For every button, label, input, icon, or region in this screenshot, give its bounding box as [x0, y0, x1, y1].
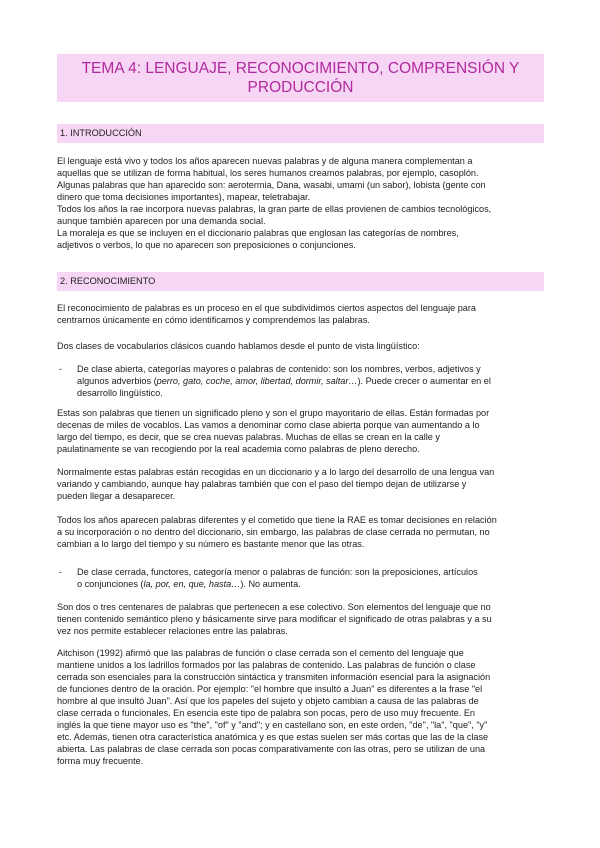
text-line: de funciones dentro de la oración. Por ejemplo: "el hombre que insultó a Juan" es diferentes a la frase "el [57, 684, 483, 694]
text-line: Algunas palabras que han aparecido son: aerotermia, Dana, wasabi, umami (un sabor), lobista (gente con [57, 180, 486, 190]
reconocimiento-paragraph-2 [57, 340, 545, 352]
reconocimiento-paragraph-3 [57, 407, 545, 455]
text-line: etc. Además, tienen otra característica anatómica y es que estas suelen ser más cortas que las de la clase [57, 732, 489, 742]
text-line: Estas son palabras que tienen un significado pleno y son el grupo mayoritario de ellas. Están formadas por [57, 408, 490, 418]
bullet-dash: - [59, 364, 63, 374]
text-line: Son dos o tres centenares de palabras que pertenecen a ese colectivo. Son elementos del lenguaje que no [57, 602, 491, 612]
title-banner [57, 54, 544, 102]
text-line: adjetivos o verbos, lo que no aparecen son preposiciones o conjunciones. [57, 240, 356, 250]
text-line: Todos los años aparecen palabras diferentes y el cometido que tiene la RAE es tomar decisiones en relación [57, 515, 497, 525]
text-line: De clase abierta, categorías mayores o palabras de contenido: son los nombres, verbos, adjetivos y [77, 364, 481, 374]
text-line [77, 578, 545, 590]
text-line: centrarnos únicamente en cómo identificamos y comprendemos las palabras. [57, 315, 370, 325]
page-title-line-2: PRODUCCIÓN [247, 79, 354, 96]
reconocimiento-paragraph-1 [57, 302, 545, 326]
text-line: pueden llegar a desaparecer. [57, 491, 176, 501]
section-heading-introduccion: 1. INTRODUCCIÓN [57, 124, 544, 143]
text-line: Aitchison (1992) afirmó que las palabras de función o clase cerrada son el cemento del lenguaje que [57, 648, 464, 658]
text-line: paulatinamente se van recogiendo por la real academia como palabras de pleno derecho. [57, 444, 420, 454]
reconocimiento-paragraph-5 [57, 514, 545, 550]
text-line: cambian a lo largo del tiempo y su número es bastante menor que las otras. [57, 539, 365, 549]
text-line [77, 375, 545, 387]
introduccion-paragraph [57, 155, 545, 251]
text-line: El reconocimiento de palabras es un proceso en el que subdividimos ciertos aspectos del lenguaje para [57, 303, 476, 313]
text-line: desarrollo lingüístico. [77, 388, 163, 398]
text-line: abierta. Las palabras de clase cerrada son pocas comparativamente con las otras, pero se utilizan de una [57, 744, 486, 754]
text-line: variando y cambiando, aunque hay palabras también que con el paso del tiempo dejan de utilizarse y [57, 479, 467, 489]
examples-italic: perro, gato, coche, amor, libertad, dormir, saltar… [156, 376, 358, 386]
examples-italic: la, por, en, que, hasta… [143, 579, 241, 589]
text-line: aunque también aparecen por una demanda social. [57, 216, 266, 226]
section-heading-reconocimiento: 2. RECONOCIMIENTO [57, 272, 544, 291]
page-title-line-1: TEMA 4: LENGUAJE, RECONOCIMIENTO, COMPRENSIÓN Y [81, 59, 520, 77]
text-line: Dos clases de vocabularios clásicos cuando hablamos desde el punto de vista lingüístico: [57, 341, 420, 351]
text-line: forma muy frecuente. [57, 756, 144, 766]
text-line: inglés la que tiene mayor uso es "the", "of" y "and"; y en castellano son, en este orden, "de", "la", "que", "y" [57, 720, 488, 730]
text-line: clase cerrada o funcionales. En esencia este tipo de palabra son pocas, pero de uso muy frecuente. En [57, 708, 475, 718]
text-line: mantiene unidos a los ladrillos formados por las palabras de contenido. Las palabras de función o clase [57, 660, 476, 670]
text-line: largo del tiempo, es decir, que se crea nuevas palabras. Muchas de ellas se crean en la calle y [57, 432, 440, 442]
text-segment: algunos adverbios ( [77, 376, 157, 386]
text-line: cerrada son esenciales para la construcción sintáctica y transmiten información esencial para la asignación [57, 672, 491, 682]
text-line: tienen contenido semántico pleno y básicamente sirve para modificar el significado de otras palabras y a su [57, 614, 492, 624]
text-line: hombre al que insultó Juan". Así que los papeles del sujeto y objeto cambian a causa de las palabras de [57, 696, 479, 706]
bullet-dash: - [59, 567, 63, 577]
reconocimiento-paragraph-7 [57, 647, 545, 767]
text-line: vez nos permite establecer relaciones entre las palabras. [57, 626, 288, 636]
text-line: aquellas que se utilizan de forma habitual, los seres humanos creamos palabras, por ejemplo, casoplón. [57, 168, 479, 178]
reconocimiento-paragraph-4 [57, 466, 545, 502]
text-segment: ). Puede crecer o aumentar en el [357, 376, 491, 386]
reconocimiento-paragraph-6 [57, 601, 545, 637]
text-line: Todos los años la rae incorpora nuevas palabras, la gran parte de ellas provienen de cambios tecnológicos, [57, 204, 492, 214]
text-line: dinero que toma decisiones importantes), mapear, teletrabajar. [57, 192, 311, 202]
text-line: La moraleja es que se incluyen en el diccionario palabras que englosan las categorías de nombres, [57, 228, 459, 238]
text-line: Normalmente estas palabras están recogidas en un diccionario y a lo largo del desarrollo de una lengua van [57, 467, 495, 477]
text-line: a su incorporación o no dentro del diccionario, sin embargo, las palabras de clase cerrada no permutan, no [57, 527, 490, 537]
text-line: El lenguaje está vivo y todos los años aparecen nuevas palabras y de alguna manera complementan a [57, 156, 473, 166]
text-segment: o conjunciones ( [77, 579, 144, 589]
text-line: decenas de miles de vocablos. Las vamos a denominar como clase abierta porque van aumentando a lo [57, 420, 480, 430]
text-segment: ). No aumenta. [240, 579, 301, 589]
text-line: De clase cerrada, functores, categoría menor o palabras de función: son la preposiciones, artículos [77, 567, 478, 577]
